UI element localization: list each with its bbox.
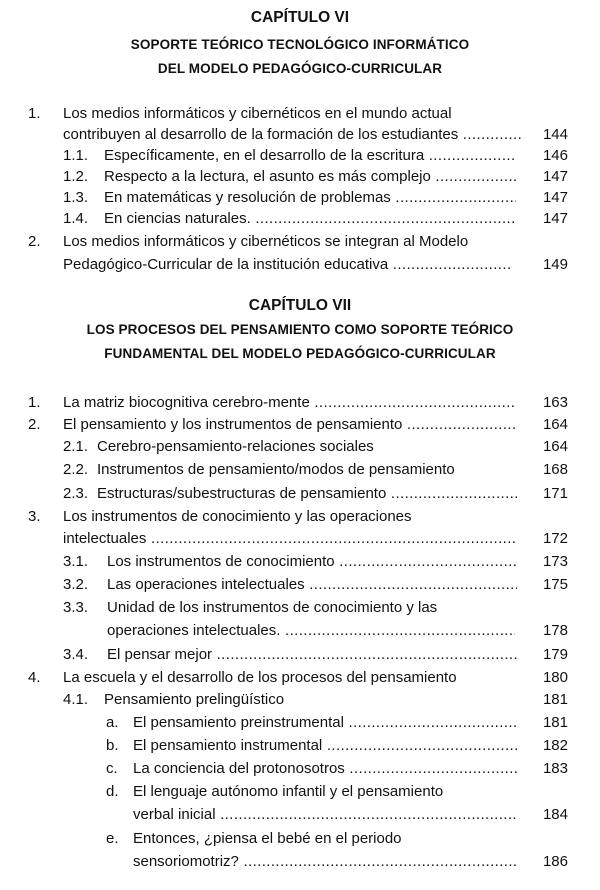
toc-entry[interactable] — [0, 189, 600, 211]
toc-entry[interactable] — [0, 553, 600, 575]
entry-text: Los medios informáticos y cibernéticos en el mundo actual — [63, 105, 452, 122]
entry-page: 183 — [542, 760, 568, 777]
toc-entry[interactable] — [0, 168, 600, 190]
toc-entry[interactable] — [0, 760, 600, 782]
entry-page: 164 — [542, 416, 568, 433]
chapter-7-subtitle-line-2: FUNDAMENTAL DEL MODELO PEDAGÓGICO-CURRICULAR — [104, 346, 496, 361]
toc-entry[interactable] — [0, 416, 600, 438]
entry-text: Unidad de los instrumentos de conocimiento y las — [107, 599, 438, 616]
entry-page: 173 — [542, 553, 568, 570]
entry-text: intelectuales ..... — [63, 530, 515, 547]
entry-number: 1. — [28, 105, 41, 122]
entry-number: 3.3. — [63, 599, 89, 616]
chapter-7-subtitle-line-1: LOS PROCESOS DEL PENSAMIENTO COMO SOPORTE TEÓRICO — [86, 322, 514, 337]
entry-number: 1.3. — [63, 189, 89, 206]
entry-text: El pensamiento y los instrumentos de pensamiento ..... — [63, 416, 515, 433]
chapter-7-title: CAPÍTULO VII — [248, 297, 352, 314]
entry-page: 182 — [542, 737, 568, 754]
entry-number: 1.2. — [63, 168, 89, 185]
entry-number: 2. — [28, 233, 41, 250]
entry-number: b. — [106, 737, 119, 754]
entry-text: Los instrumentos de conocimiento ..... — [107, 553, 517, 570]
toc-entry[interactable] — [0, 530, 600, 552]
entry-text: Los instrumentos de conocimiento y las operaciones — [63, 508, 412, 525]
toc-entry[interactable] — [0, 669, 600, 691]
entry-text: Las operaciones intelectuales ..... — [107, 576, 517, 593]
toc-entry[interactable] — [0, 394, 600, 416]
entry-number: c. — [106, 760, 118, 777]
toc-entry[interactable] — [0, 599, 600, 621]
entry-page: 149 — [542, 256, 568, 273]
entry-text: Específicamente, en el desarrollo de la escritura ..... — [104, 147, 516, 164]
toc-entry[interactable] — [0, 105, 600, 127]
entry-number: 2. — [28, 416, 41, 433]
entry-number: 4. — [28, 669, 41, 686]
entry-text: operaciones intelectuales. ..... — [107, 622, 515, 639]
entry-page: 164 — [542, 438, 568, 455]
entry-page: 147 — [542, 210, 568, 227]
entry-page: 181 — [542, 714, 568, 731]
entry-page: 184 — [542, 806, 568, 823]
entry-text: El pensamiento instrumental ..... — [133, 737, 517, 754]
entry-page: 178 — [542, 622, 568, 639]
entry-page: 147 — [542, 168, 568, 185]
entry-page: 186 — [542, 853, 568, 870]
entry-number: 2.3. — [63, 485, 89, 502]
toc-entry[interactable] — [0, 256, 600, 278]
entry-number: 2.1. — [63, 438, 89, 455]
entry-text: sensoriomotriz? ..... — [133, 853, 517, 870]
toc-entry[interactable] — [0, 461, 600, 483]
entry-text: El pensar mejor ..... — [107, 646, 517, 663]
entry-text: La escuela y el desarrollo de los procesos del pensamiento — [63, 669, 457, 686]
toc-entry[interactable] — [0, 438, 600, 460]
entry-text: En matemáticas y resolución de problemas ..... — [104, 189, 516, 206]
toc-entry[interactable] — [0, 622, 600, 644]
entry-page: 168 — [542, 461, 568, 478]
entry-text: Pensamiento prelingüístico — [104, 691, 285, 708]
entry-page: 171 — [542, 485, 568, 502]
entry-text: Entonces, ¿piensa el bebé en el periodo — [133, 830, 402, 847]
chapter-6-subtitle-line-2: DEL MODELO PEDAGÓGICO-CURRICULAR — [157, 61, 443, 76]
entry-text: La matriz biocognitiva cerebro-mente ..... — [63, 394, 515, 411]
toc-entry[interactable] — [0, 853, 600, 875]
entry-text: El lenguaje autónomo infantil y el pensamiento — [133, 783, 444, 800]
entry-text: Cerebro-pensamiento-relaciones sociales — [97, 438, 374, 455]
entry-number: 3.4. — [63, 646, 89, 663]
entry-number: 3.1. — [63, 553, 89, 570]
toc-entry[interactable] — [0, 210, 600, 232]
entry-page: 147 — [542, 189, 568, 206]
entry-page: 146 — [542, 147, 568, 164]
entry-number: 2.2. — [63, 461, 89, 478]
entry-number: 4.1. — [63, 691, 89, 708]
entry-number: a. — [106, 714, 119, 731]
entry-number: 3.2. — [63, 576, 89, 593]
entry-number: 1. — [28, 394, 41, 411]
toc-entry[interactable] — [0, 691, 600, 713]
entry-page: 163 — [542, 394, 568, 411]
entry-number: e. — [106, 830, 119, 847]
toc-entry[interactable] — [0, 806, 600, 828]
entry-text: El pensamiento preinstrumental ..... — [133, 714, 517, 731]
entry-text: contribuyen al desarrollo de la formación de los estudiantes ..... — [63, 126, 521, 143]
toc-entry[interactable] — [0, 508, 600, 530]
chapter-6-title: CAPÍTULO VI — [250, 9, 350, 26]
entry-text: Pedagógico-Curricular de la institución educativa ..... — [63, 256, 511, 273]
entry-number: 3. — [28, 508, 41, 525]
entry-page: 172 — [542, 530, 568, 547]
toc-entry[interactable] — [0, 830, 600, 852]
entry-page: 144 — [542, 126, 568, 143]
entry-text: La conciencia del protonosotros ..... — [133, 760, 517, 777]
entry-number: d. — [106, 783, 119, 800]
entry-page: 181 — [542, 691, 568, 708]
entry-text: Instrumentos de pensamiento/modos de pensamiento — [97, 461, 455, 478]
toc-entry[interactable] — [0, 714, 600, 736]
toc-entry[interactable] — [0, 233, 600, 255]
toc-entry[interactable] — [0, 783, 600, 805]
entry-page: 175 — [542, 576, 568, 593]
entry-text: Respecto a la lectura, el asunto es más complejo ..... — [104, 168, 516, 185]
toc-entry[interactable] — [0, 737, 600, 759]
chapter-6-subtitle-line-1: SOPORTE TEÓRICO TECNOLÓGICO INFORMÁTICO — [130, 37, 470, 52]
entry-number: 1.4. — [63, 210, 89, 227]
toc-entry[interactable] — [0, 126, 600, 148]
toc-entry[interactable] — [0, 485, 600, 507]
entry-number: 1.1. — [63, 147, 89, 164]
toc-entry[interactable] — [0, 576, 600, 598]
entry-text: En ciencias naturales. ..... — [104, 210, 516, 227]
entry-page: 179 — [542, 646, 568, 663]
entry-page: 180 — [542, 669, 568, 686]
entry-text: Estructuras/subestructuras de pensamiento ..... — [97, 485, 517, 502]
entry-text: verbal inicial ..... — [133, 806, 517, 823]
toc-entry[interactable] — [0, 646, 600, 668]
toc-entry[interactable] — [0, 147, 600, 169]
entry-text: Los medios informáticos y cibernéticos se integran al Modelo — [63, 233, 469, 250]
